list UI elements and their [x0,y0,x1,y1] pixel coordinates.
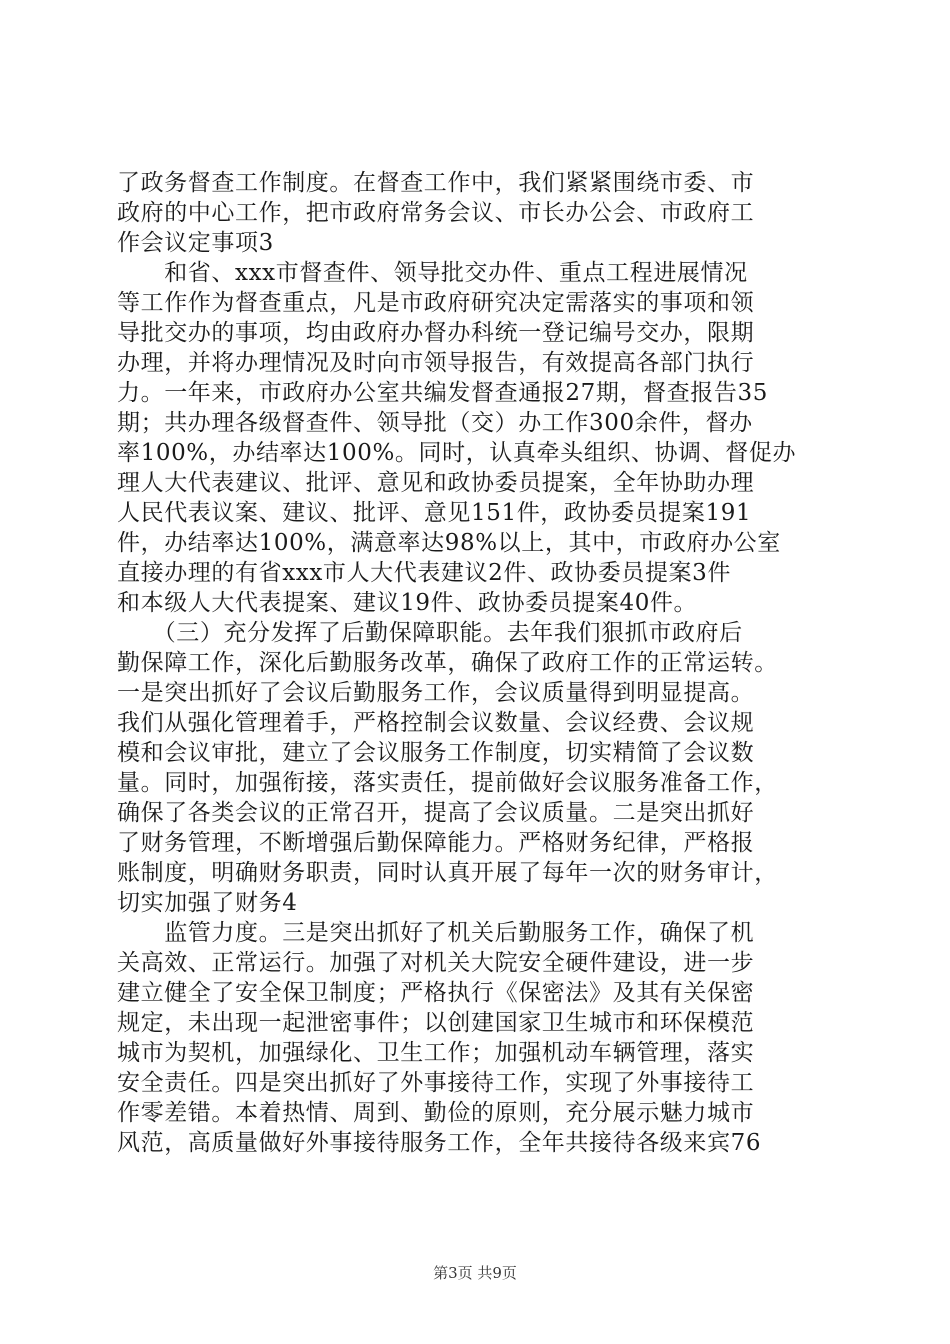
text-line: 模和会议审批，建立了会议服务工作制度，切实精简了会议数 [117,740,755,766]
text-line: 切实加强了财务4 [117,890,298,916]
text-line: 直接办理的有省xxx市人大代表建议2件、政协委员提案3件 [117,560,731,586]
text-line: 件，办结率达100%，满意率达98%以上，其中，市政府办公室 [117,530,781,556]
text-line: 作零差错。本着热情、周到、勤俭的原则，充分展示魅力城市 [117,1100,755,1126]
text-line: 建立健全了安全保卫制度；严格执行《保密法》及其有关保密 [117,980,755,1006]
document-body [117,168,835,1158]
text-line: 人民代表议案、建议、批评、意见151件，政协委员提案191 [117,500,752,526]
text-line: 和本级人大代表提案、建议19件、政协委员提案40件。 [117,590,698,616]
page-footer [0,1262,950,1283]
text-line: 确保了各类会议的正常召开，提高了会议质量。二是突出抓好 [117,800,755,826]
text-line: 和省、xxx市督查件、领导批交办件、重点工程进展情况 [117,260,748,286]
text-line: 我们从强化管理着手，严格控制会议数量、会议经费、会议规 [117,710,755,736]
text-line: 了政务督查工作制度。在督查工作中，我们紧紧围绕市委、市 [117,170,755,196]
text-line: 导批交办的事项，均由政府办督办科统一登记编号交办，限期 [117,320,755,346]
text-line: （三）充分发挥了后勤保障职能。去年我们狠抓市政府后 [117,620,743,646]
text-line: 风范，高质量做好外事接待服务工作，全年共接待各级来宾76 [117,1130,762,1156]
text-line: 城市为契机，加强绿化、卫生工作；加强机动车辆管理，落实 [117,1040,755,1066]
text-line: 安全责任。四是突出抓好了外事接待工作，实现了外事接待工 [117,1070,755,1096]
text-line: 规定，未出现一起泄密事件；以创建国家卫生城市和环保模范 [117,1010,755,1036]
text-line: 一是突出抓好了会议后勤服务工作，会议质量得到明显提高。 [117,680,755,706]
text-line: 账制度，明确财务职责，同时认真开展了每年一次的财务审计， [117,860,778,886]
text-line: 期；共办理各级督查件、领导批（交）办工作300余件，督办 [117,410,753,436]
text-line: 政府的中心工作，把市政府常务会议、市长办公会、市政府工 [117,200,755,226]
text-line: 办理，并将办理情况及时向市领导报告，有效提高各部门执行 [117,350,755,376]
text-line: 力。一年来，市政府办公室共编发督查通报27期，督查报告35 [117,380,768,406]
text-line: 监管力度。三是突出抓好了机关后勤服务工作，确保了机 [117,920,755,946]
text-line: 率100%，办结率达100%。同时，认真牵头组织、协调、督促办 [117,440,797,466]
text-line: 了财务管理，不断增强后勤保障能力。严格财务纪律，严格报 [117,830,755,856]
text-line: 作会议定事项3 [117,230,274,256]
text-line: 等工作作为督查重点，凡是市政府研究决定需落实的事项和领 [117,290,755,316]
page-number-label: 第3页 共9页 [433,1264,517,1282]
text-line: 量。同时，加强衔接，落实责任，提前做好会议服务准备工作， [117,770,778,796]
text-line: 关高效、正常运行。加强了对机关大院安全硬件建设，进一步 [117,950,755,976]
text-line: 理人大代表建议、批评、意见和政协委员提案，全年协助办理 [117,470,755,496]
text-line: 勤保障工作，深化后勤服务改革，确保了政府工作的正常运转。 [117,650,778,676]
